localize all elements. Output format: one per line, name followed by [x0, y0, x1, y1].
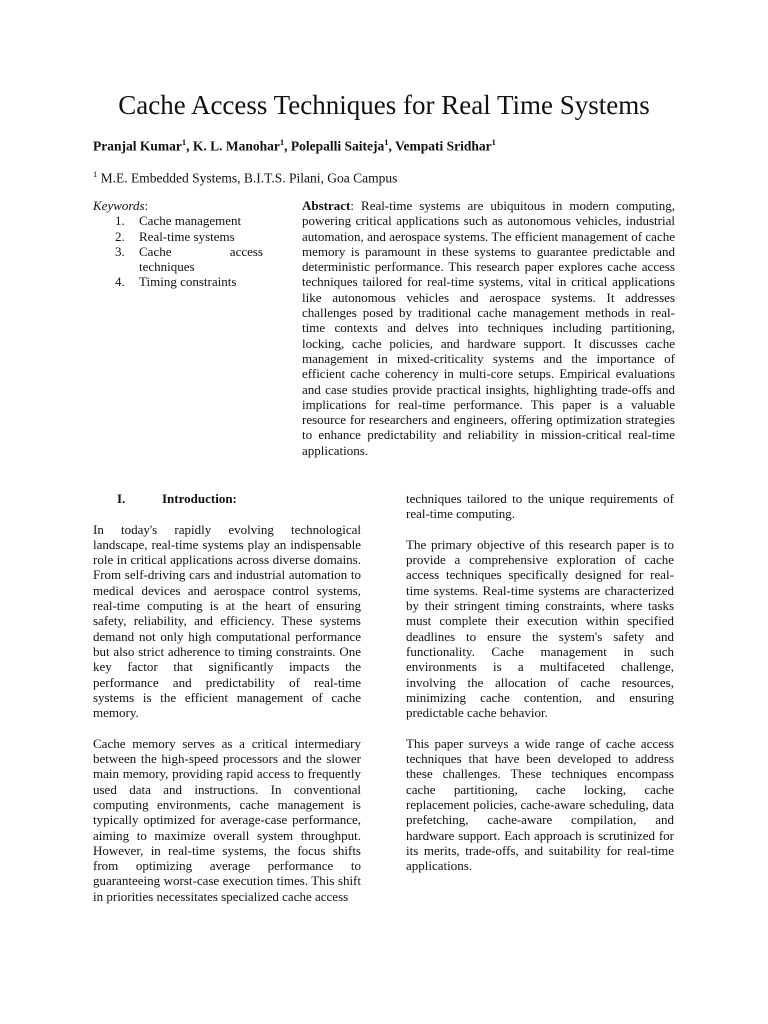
author-affil-mark: 1 [491, 137, 496, 147]
affiliation-text: M.E. Embedded Systems, B.I.T.S. Pilani, Goa Campus [97, 170, 398, 186]
author-name: Polepalli Saiteja [290, 138, 385, 154]
body-paragraph: Cache memory serves as a critical intermediary between the high-speed processors and the slower main memory, providing rapid access to frequently used data and instructions. In conventional computing environments, cache management is typically optimized for average-case performance, aiming to maximize overall system throughput. However, in real-time systems, the focus shifts from optimizing average performance to guaranteeing worst-case execution times. This shift in priorities necessitates specialized cache access [93, 735, 361, 904]
author-separator: , [388, 138, 396, 154]
keywords-colon: : [144, 198, 149, 213]
section-heading [93, 491, 361, 506]
author-name: K. L. Manohar [192, 138, 280, 154]
keyword-item [93, 274, 263, 289]
author-affil-mark: 1 [181, 137, 187, 147]
author-separator: , [186, 138, 193, 154]
keyword-text: Real-time systems [139, 228, 235, 244]
keyword-number: 3. [115, 243, 125, 259]
body-column-right [406, 491, 674, 889]
body-paragraph: This paper surveys a wide range of cache access techniques that have been developed to address these challenges. These techniques encompass cache partitioning, cache locking, cache replacement policies, cache-aware scheduling, data prefetching, cache-aware compilation, and hardware support. Each approach is scrutinized for its merits, trade-offs, and suitability for real-time applications. [406, 735, 674, 874]
author-list [93, 133, 693, 156]
author-separator: , [284, 138, 291, 154]
keyword-item [93, 244, 263, 275]
section-number: I. [117, 491, 126, 506]
body-paragraph: In today's rapidly evolving technological landscape, real-time systems play an indispensable role in critical applications across diverse domains. From self-driving cars and industrial automation to medical devices and aerospace control systems, real-time computing is at the heart of ensuring safety, reliability, and efficiency. These systems demand not only high computational performance but also strict adherence to timing constraints. One key factor that significantly impacts the performance and predictability of real-time systems is the efficient management of cache memory. [93, 521, 361, 721]
keyword-text: Timing constraints [139, 274, 237, 290]
keyword-number: 4. [115, 274, 125, 290]
author-affil-mark: 1 [384, 137, 389, 147]
paper-title: Cache Access Techniques for Real Time Systems [118, 90, 650, 120]
keyword-text: Cache management [139, 213, 242, 229]
author-name: Pranjal Kumar [93, 138, 182, 154]
abstract-label: Abstract [302, 198, 351, 213]
abstract-text: : Real-time systems are ubiquitous in modern computing, powering critical applications such as autonomous vehicles, industrial automation, and aerospace systems. The efficient management of cache memory is paramount in these systems to guarantee predictable and deterministic performance. This research paper explores cache access techniques tailored for real-time systems, vital in critical applications like autonomous vehicles and aerospace systems. It addresses challenges posed by traditional cache management methods in real-time contexts and delves into techniques including partitioning, locking, cache policies, and hardware support. It discusses cache management in mixed-criticality systems and the importance of efficient cache coherency in multi-core setups. Empirical evaluations and case studies provide practical insights, highlighting trade-offs and implications for real-time performance. This paper is a valuable resource for researchers and engineers, offering optimization strategies to enhance predictability and reliability in mission-critical real-time applications. [302, 198, 675, 458]
author-name: Vempati Sridhar [395, 138, 492, 154]
keyword-number: 2. [115, 228, 125, 244]
affiliation [93, 165, 693, 188]
keyword-number: 1. [115, 213, 125, 229]
author-affil-mark: 1 [279, 137, 285, 147]
keywords-section [93, 198, 263, 290]
keyword-item [93, 229, 263, 244]
body-paragraph: The primary objective of this research paper is to provide a comprehensive exploration of cache access techniques specifically designed for real-time systems. Real-time systems are characterized by their stringent timing constraints, where tasks must complete their execution within specified deadlines to ensure the system's safety and functionality. Cache management in such environments is a multifaceted challenge, involving the allocation of cache resources, minimizing cache contention, and ensuring predictable cache behavior. [406, 536, 674, 721]
affiliation-mark: 1 [93, 169, 98, 179]
keywords-label: Keywords [93, 198, 145, 213]
keyword-text: Cache access techniques [139, 243, 263, 275]
keywords-list [93, 213, 263, 289]
abstract [302, 198, 675, 458]
section-title: Introduction: [162, 491, 237, 506]
keyword-item [93, 213, 263, 228]
body-column-left [93, 491, 361, 919]
body-paragraph: techniques tailored to the unique requirements of real-time computing. [406, 491, 674, 522]
